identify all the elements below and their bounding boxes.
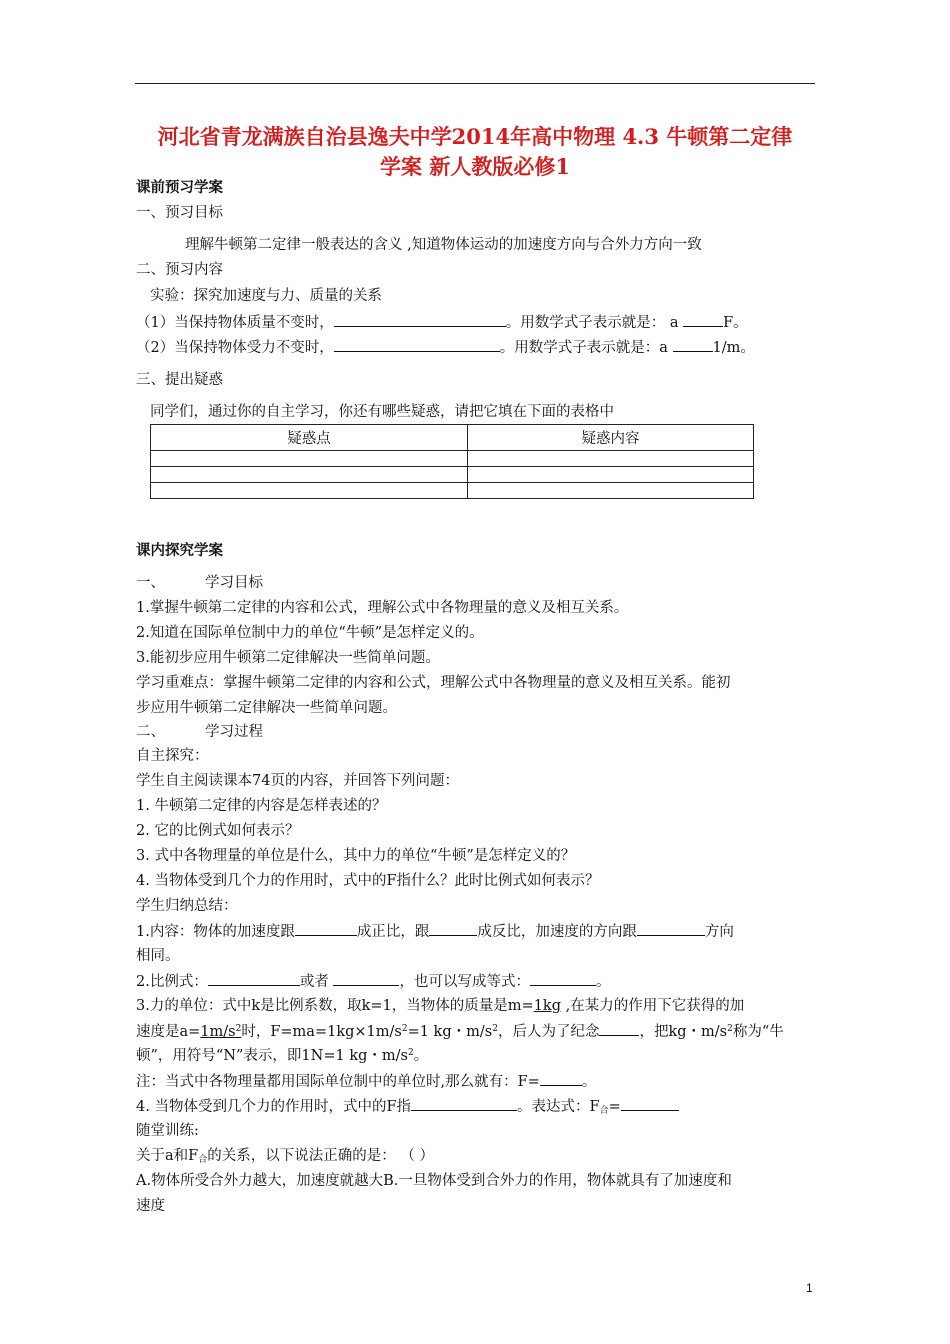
s2-blank-2[interactable] bbox=[333, 971, 399, 986]
header-rule bbox=[135, 83, 815, 84]
s1-text-b: 成正比，跟 bbox=[356, 924, 430, 940]
table-row bbox=[151, 467, 754, 483]
reading-task: 学生自主阅读课本74页的内容，并回答下列问题： bbox=[136, 773, 459, 789]
item2-text-a: （2）当保持物体受力不变时， bbox=[136, 340, 334, 356]
s1-text-d: 方向 bbox=[704, 924, 734, 940]
question-2: 2. 它的比例式如何表示？ bbox=[136, 823, 300, 839]
s4-blank-2[interactable] bbox=[621, 1096, 679, 1111]
summary-item-3 bbox=[136, 996, 744, 1016]
s2-blank-3[interactable] bbox=[530, 971, 596, 986]
preview-content-heading: 二、预习内容 bbox=[136, 262, 223, 278]
note-blank[interactable] bbox=[540, 1071, 582, 1086]
summary-item-1 bbox=[136, 921, 734, 942]
superscript: 2 bbox=[401, 1024, 408, 1034]
note-line bbox=[136, 1071, 596, 1092]
s3-text-d: 时，F=ma=1kg×1m/s bbox=[241, 1024, 402, 1040]
table-cell[interactable] bbox=[151, 451, 468, 467]
s1-text-a: 1.内容：物体的加速度跟 bbox=[136, 924, 295, 940]
goal-3: 3.能初步应用牛顿第二定律解决一些简单问题。 bbox=[136, 650, 440, 666]
superscript: 2 bbox=[727, 1024, 733, 1034]
summary-item-3-end bbox=[136, 1046, 428, 1066]
note-text-a: 注：当式中各物理量都用国际单位制中的单位时,那么就有：F= bbox=[136, 1074, 540, 1090]
s3-text-e: =1 kg・m/s bbox=[407, 1024, 493, 1040]
s4-text-b: 。表达式：F bbox=[517, 1099, 600, 1115]
question-3: 3. 式中各物理量的单位是什么，其中力的单位“牛顿”是怎样定义的？ bbox=[136, 848, 576, 864]
summary-item-2 bbox=[136, 971, 610, 992]
s2-text-c: ，也可以写成等式： bbox=[399, 974, 530, 990]
goal-heading-number: 一、 bbox=[136, 575, 165, 591]
summary-item-3-cont bbox=[136, 1021, 784, 1042]
goal-heading-title: 学习目标 bbox=[205, 575, 263, 591]
practice-options-line-2: 速度 bbox=[136, 1198, 165, 1214]
s1-text-c: 成反比，加速度的方向跟 bbox=[477, 924, 637, 940]
process-heading bbox=[136, 722, 263, 742]
s3-acceleration bbox=[200, 1024, 241, 1040]
s3-text-c: 速度是a= bbox=[136, 1024, 201, 1040]
table-cell[interactable] bbox=[468, 483, 754, 499]
inclass-heading: 课内探究学案 bbox=[136, 542, 223, 559]
s3-mass: 1kg bbox=[533, 998, 561, 1014]
practice-label: 随堂训练: bbox=[136, 1123, 199, 1139]
table-cell[interactable] bbox=[468, 451, 754, 467]
summary-label: 学生归纳总结： bbox=[136, 898, 238, 914]
goal-2: 2.知道在国际单位制中力的单位“牛顿”是怎样定义的。 bbox=[136, 625, 484, 641]
s3-acc-value: 1m/s bbox=[200, 1024, 236, 1040]
practice-options-line-1: A.物体所受合外力越大，加速度就越大B.一旦物体受到合外力的作用，物体就具有了加速度和 bbox=[136, 1173, 732, 1189]
note-text-b: 。 bbox=[581, 1074, 597, 1090]
s3-blank[interactable] bbox=[599, 1021, 639, 1036]
superscript: 2 bbox=[492, 1024, 498, 1034]
table-row bbox=[151, 483, 754, 499]
s3-text-i: 顿”，用符号“N”表示，即1N=1 kg・m/s bbox=[136, 1048, 408, 1064]
table-cell[interactable] bbox=[151, 483, 468, 499]
subscript: 合 bbox=[599, 1106, 609, 1116]
s3-text-b: ,在某力的作用下它获得的加 bbox=[560, 998, 745, 1014]
item1-blank-2[interactable] bbox=[683, 312, 723, 327]
superscript: 2 bbox=[235, 1024, 242, 1034]
doubt-content-header: 疑惑内容 bbox=[468, 425, 754, 451]
process-heading-title: 学习过程 bbox=[205, 724, 263, 740]
preview-item-2 bbox=[136, 337, 755, 358]
s3-text-g: ，把kg・m/s bbox=[639, 1024, 728, 1040]
item1-text-c: F。 bbox=[723, 315, 748, 331]
superscript: 2 bbox=[407, 1048, 414, 1058]
item2-text-c: 1/m。 bbox=[712, 340, 755, 356]
title-line-1: 河北省青龙满族自治县逸夫中学2014年高中物理 4.3 牛顿第二定律 bbox=[157, 124, 793, 149]
pq-text-b: 的关系，以下说法正确的是： （ ） bbox=[207, 1148, 434, 1164]
question-4: 4. 当物体受到几个力的作用时，式中的F指什么？此时比例式如何表示？ bbox=[136, 873, 600, 889]
focus-line-1: 学习重难点：掌握牛顿第二定律的内容和公式，理解公式中各物理量的意义及相互关系。能初 bbox=[136, 675, 731, 691]
s1-blank-3[interactable] bbox=[637, 921, 705, 936]
question-1: 1. 牛顿第二定律的内容是怎样表述的？ bbox=[136, 798, 387, 814]
s3-text-h: 称为“牛 bbox=[732, 1024, 784, 1040]
s4-blank-1[interactable] bbox=[411, 1096, 517, 1111]
process-heading-number: 二、 bbox=[136, 724, 165, 740]
page-number: 1 bbox=[806, 1281, 813, 1295]
table-cell[interactable] bbox=[151, 467, 468, 483]
preview-heading: 课前预习学案 bbox=[136, 179, 223, 196]
practice-question bbox=[136, 1146, 434, 1166]
preview-goal-text: 理解牛顿第二定律一般表达的含义 ,知道物体运动的加速度方向与合外力方向一致 bbox=[185, 237, 702, 253]
s2-text-d: 。 bbox=[595, 974, 611, 990]
item1-blank-1[interactable] bbox=[334, 312, 506, 327]
s1-blank-2[interactable] bbox=[429, 921, 477, 936]
self-explore-label: 自主探究： bbox=[136, 748, 209, 764]
doubt-point-header: 疑惑点 bbox=[151, 425, 468, 451]
s2-blank-1[interactable] bbox=[208, 971, 300, 986]
focus-line-2: 步应用牛顿第二定律解决一些简单问题。 bbox=[136, 700, 397, 716]
table-row bbox=[151, 451, 754, 467]
doubt-table-header bbox=[151, 425, 754, 451]
doubt-instruction: 同学们，通过你的自主学习，你还有哪些疑惑，请把它填在下面的表格中 bbox=[150, 404, 614, 420]
document-title bbox=[135, 122, 815, 182]
doubt-heading: 三、提出疑惑 bbox=[136, 372, 223, 388]
summary-item-4 bbox=[136, 1096, 679, 1117]
preview-item-1 bbox=[136, 312, 748, 333]
s3-text-a: 3.力的单位：式中k是比例系数，取k=1，当物体的质量是m= bbox=[136, 998, 534, 1014]
table-cell[interactable] bbox=[468, 467, 754, 483]
s4-text-a: 4. 当物体受到几个力的作用时，式中的F指 bbox=[136, 1099, 412, 1115]
s1-blank-1[interactable] bbox=[295, 921, 357, 936]
pq-text-a: 关于a和F bbox=[136, 1148, 199, 1164]
preview-goal-heading: 一、预习目标 bbox=[136, 205, 223, 221]
item2-blank-1[interactable] bbox=[334, 337, 500, 352]
experiment-title: 实验：探究加速度与力、质量的关系 bbox=[150, 288, 382, 304]
item2-text-b: 。用数学式子表示就是：a bbox=[499, 340, 668, 356]
s3-text-f: ，后人为了纪念 bbox=[497, 1024, 600, 1040]
item1-text-a: （1）当保持物体质量不变时， bbox=[136, 315, 334, 331]
goal-1: 1.掌握牛顿第二定律的内容和公式，理解公式中各物理量的意义及相互关系。 bbox=[136, 600, 629, 616]
subscript: 合 bbox=[198, 1155, 208, 1165]
s3-text-j: 。 bbox=[413, 1048, 429, 1064]
s2-text-a: 2.比例式： bbox=[136, 974, 208, 990]
inclass-goal-heading bbox=[136, 573, 263, 593]
doubt-table bbox=[150, 424, 754, 499]
item2-blank-2[interactable] bbox=[673, 337, 713, 352]
summary-item-1-cont: 相同。 bbox=[136, 948, 180, 964]
s4-text-c: = bbox=[608, 1099, 621, 1115]
s2-text-b: 或者 bbox=[299, 974, 329, 990]
item1-text-b: 。用数学式子表示就是： a bbox=[505, 315, 679, 331]
title-line-2: 学案 新人教版必修1 bbox=[380, 154, 570, 179]
